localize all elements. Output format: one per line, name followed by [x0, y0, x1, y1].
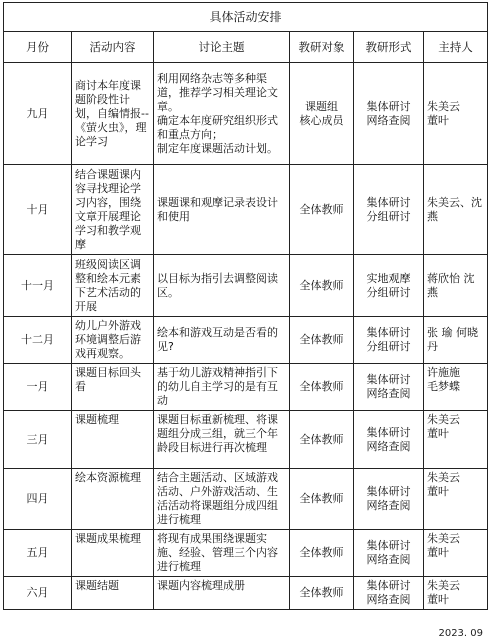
table-row: [4, 255, 488, 317]
cell-host: 朱美云、沈燕: [424, 165, 488, 255]
cell-month: 十月: [4, 165, 72, 255]
cell-activity: 绘本资源梳理: [72, 469, 154, 530]
cell-month: 六月: [4, 577, 72, 610]
cell-month: 三月: [4, 411, 72, 469]
cell-target: 全体教师: [290, 364, 354, 411]
cell-target: 全体教师: [290, 577, 354, 610]
cell-topic: 结合主题活动、区域游戏活动、户外游戏活动、生活活动将课题组分成四组进行梳理: [154, 469, 290, 530]
cell-topic: 利用网络杂志等多种渠道，推荐学习相关理论文章。 确定本年度研究组织形式和重点方向； 制定年度课题活动计划。: [154, 63, 290, 165]
header-topic: 讨论主题: [154, 32, 290, 63]
cell-target: 全体教师: [290, 255, 354, 317]
table-row: [4, 577, 488, 610]
cell-month: 十二月: [4, 317, 72, 364]
cell-activity: 班级阅读区调整和绘本元素下艺术活动的开展: [72, 255, 154, 317]
cell-form: 集体研讨 分组研讨: [354, 165, 424, 255]
cell-activity: 课题成果梳理: [72, 530, 154, 577]
cell-month: 九月: [4, 63, 72, 165]
cell-target: 全体教师: [290, 411, 354, 469]
cell-topic: 基于幼儿游戏精神指引下的幼儿自主学习的是有互动: [154, 364, 290, 411]
cell-host: 朱美云 董叶: [424, 469, 488, 530]
cell-topic: 课题目标重新梳理、将课题组分成三组，就三个年龄段目标进行再次梳理: [154, 411, 290, 469]
cell-target: 课题组 核心成员: [290, 63, 354, 165]
table-row: [4, 411, 488, 469]
table-title: 具体活动安排: [4, 3, 488, 32]
cell-form: 集体研讨 网络查阅: [354, 411, 424, 469]
cell-month: 四月: [4, 469, 72, 530]
cell-form: 集体研讨 网络查阅: [354, 577, 424, 610]
cell-host: 张 瑜 何晓丹: [424, 317, 488, 364]
cell-form: 集体研讨 网络查阅: [354, 530, 424, 577]
cell-target: 全体教师: [290, 317, 354, 364]
cell-host: 朱美云 董叶: [424, 411, 488, 469]
cell-month: 一月: [4, 364, 72, 411]
cell-host: 朱美云 董叶: [424, 530, 488, 577]
cell-host: 朱美云 董叶: [424, 577, 488, 610]
cell-month: 五月: [4, 530, 72, 577]
cell-activity: 结合课题课内容寻找理论学习内容，围绕文章开展理论学习和教学观摩: [72, 165, 154, 255]
cell-activity: 幼儿户外游戏环境调整后游戏再观察。: [72, 317, 154, 364]
cell-topic: 以目标为指引去调整阅读区。: [154, 255, 290, 317]
cell-topic: 课题内容梳理成册: [154, 577, 290, 610]
cell-activity: 课题梳理: [72, 411, 154, 469]
cell-host: 朱美云 董叶: [424, 63, 488, 165]
header-form: 教研形式: [354, 32, 424, 63]
cell-target: 全体教师: [290, 530, 354, 577]
table-title-row: [4, 3, 488, 32]
cell-topic: 课题课和观摩记录表设计和使用: [154, 165, 290, 255]
cell-form: 集体研讨 网络查阅: [354, 63, 424, 165]
cell-host: 蒋欣怡 沈燕: [424, 255, 488, 317]
cell-form: 集体研讨 网络查阅: [354, 364, 424, 411]
header-activity: 活动内容: [72, 32, 154, 63]
cell-topic: 绘本和游戏互动是否看的见?: [154, 317, 290, 364]
footer-date: 2023. 09: [438, 628, 483, 639]
table-row: [4, 63, 488, 165]
cell-activity: 课题结题: [72, 577, 154, 610]
cell-activity: 课题目标回头看: [72, 364, 154, 411]
table-body: [4, 63, 488, 610]
cell-month: 十一月: [4, 255, 72, 317]
table-row: [4, 530, 488, 577]
table-header-row: [4, 32, 488, 63]
cell-topic: 将现有成果围绕课题实施、经验、管理三个内容进行梳理: [154, 530, 290, 577]
table-row: [4, 469, 488, 530]
header-target: 教研对象: [290, 32, 354, 63]
table-row: [4, 165, 488, 255]
cell-target: 全体教师: [290, 165, 354, 255]
cell-form: 集体研讨 分组研讨: [354, 317, 424, 364]
table-row: [4, 364, 488, 411]
activity-schedule-table: [3, 2, 488, 610]
table-row: [4, 317, 488, 364]
header-month: 月份: [4, 32, 72, 63]
cell-host: 许施施 毛梦蝶: [424, 364, 488, 411]
cell-target: 全体教师: [290, 469, 354, 530]
cell-form: 集体研讨 网络查阅: [354, 469, 424, 530]
header-host: 主持人: [424, 32, 488, 63]
cell-form: 实地观摩 分组研讨: [354, 255, 424, 317]
cell-activity: 商讨本年度课题阶段性计划，自编情报--《萤火虫》，理论学习: [72, 63, 154, 165]
